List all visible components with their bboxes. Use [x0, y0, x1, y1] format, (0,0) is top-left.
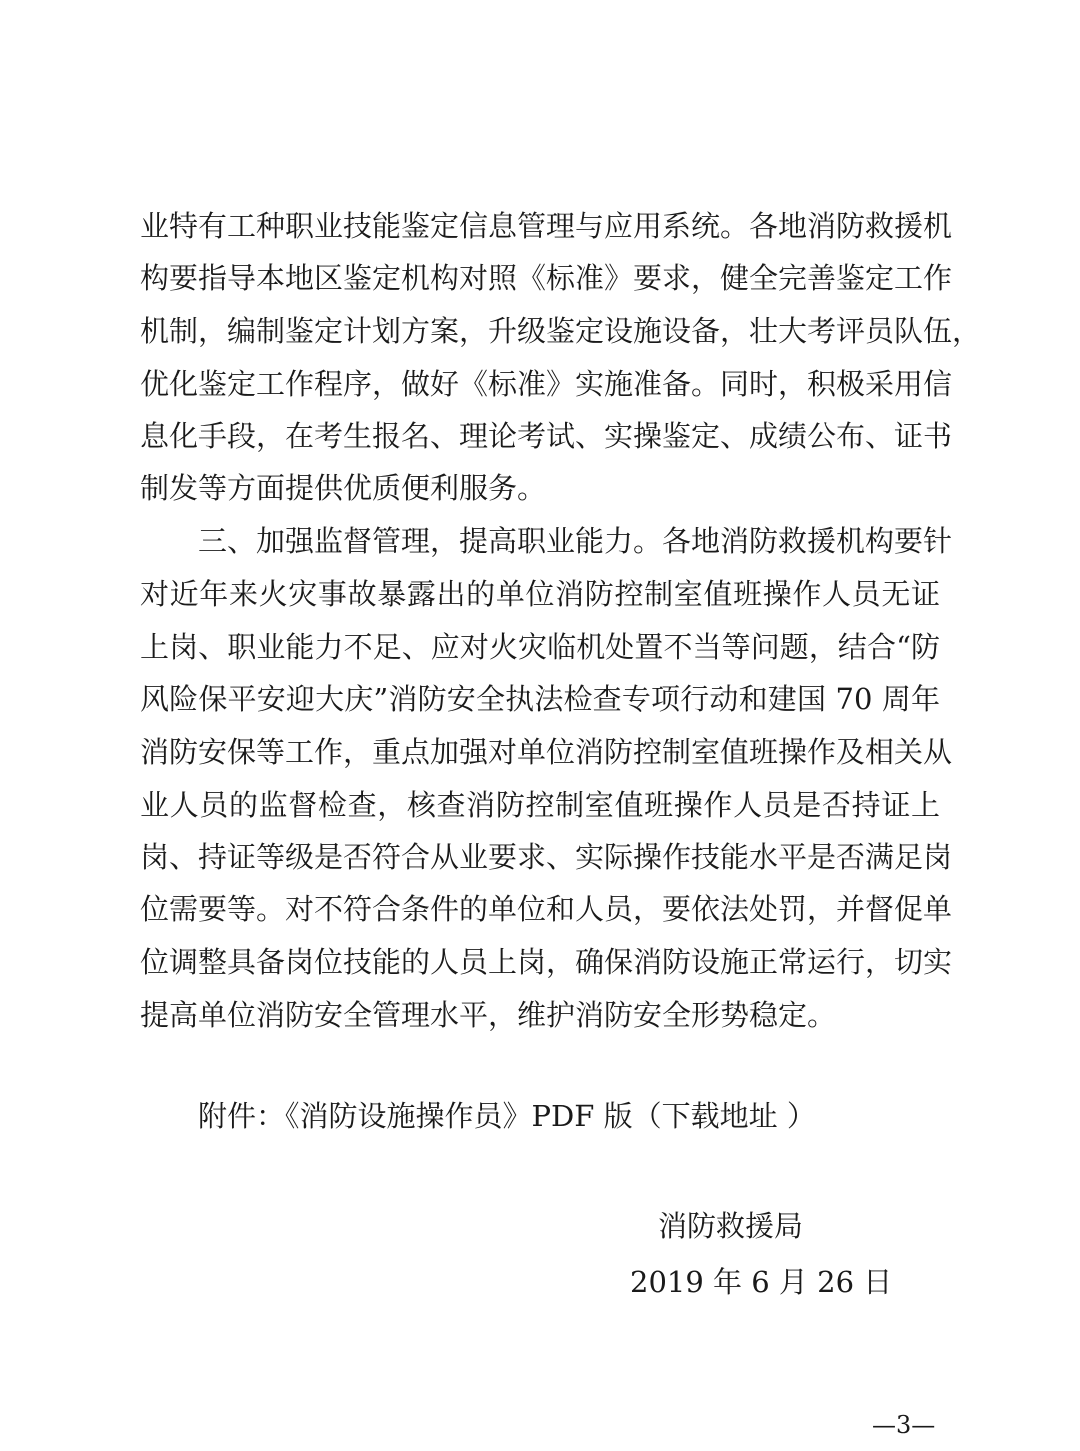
body-line: 对近年来火灾事故暴露出的单位消防控制室值班操作人员无证 [140, 577, 940, 611]
body-line: 消防安保等工作，重点加强对单位消防控制室值班操作及相关从 [140, 735, 953, 769]
body-line: 上岗、职业能力不足、应对火灾临机处置不当等问题，结合“防 [140, 630, 940, 664]
body-line: 位需要等。对不符合条件的单位和人员，要依法处罚，并督促单 [140, 892, 953, 926]
body-line: 业人员的监督检查，核查消防控制室值班操作人员是否持证上 [140, 788, 940, 822]
body-line: 构要指导本地区鉴定机构对照《标准》要求，健全完善鉴定工作 [140, 261, 953, 295]
body-line: 制发等方面提供优质便利服务。 [140, 471, 547, 505]
body-line: 提高单位消防安全管理水平，维护消防安全形势稳定。 [140, 998, 837, 1032]
section-heading-line: 三、加强监督管理，提高职业能力。各地消防救援机构要针 [198, 524, 953, 558]
body-line: 机制，编制鉴定计划方案，升级鉴定设施设备，壮大考评员队伍， [140, 314, 982, 348]
body-line: 岗、持证等级是否符合从业要求、实际操作技能水平是否满足岗 [140, 840, 953, 874]
page-number: —3— [872, 1411, 936, 1439]
issue-date: 2019 年 6 月 26 日 [630, 1265, 893, 1299]
issuer-signature: 消防救援局 [658, 1209, 804, 1243]
body-line: 息化手段，在考生报名、理论考试、实操鉴定、成绩公布、证书 [140, 419, 953, 453]
attachment-note: 附件：《消防设施操作员》PDF 版（下载地址 ） [198, 1099, 816, 1133]
body-line: 业特有工种职业技能鉴定信息管理与应用系统。各地消防救援机 [140, 209, 953, 243]
body-line: 风险保平安迎大庆”消防安全执法检查专项行动和建国 70 周年 [140, 682, 940, 716]
body-line: 优化鉴定工作程序，做好《标准》实施准备。同时，积极采用信 [140, 367, 953, 401]
body-line: 位调整具备岗位技能的人员上岗，确保消防设施正常运行，切实 [140, 945, 953, 979]
